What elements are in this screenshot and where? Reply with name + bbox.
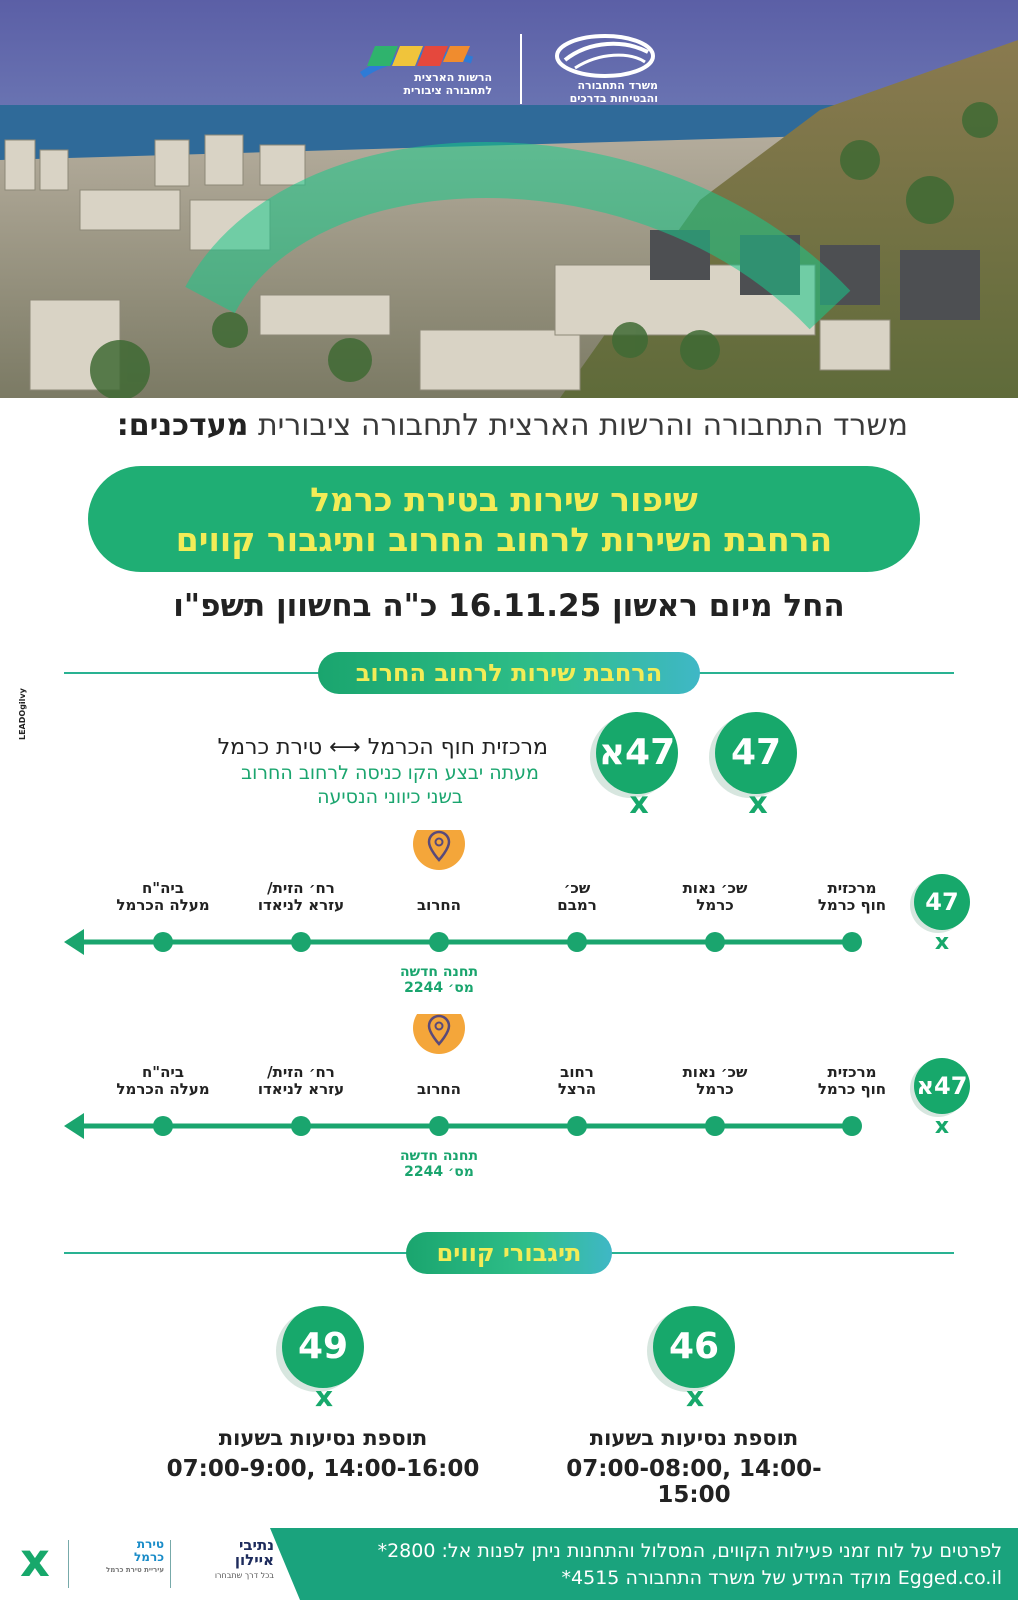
route-badge-47-small: 47 <box>914 874 970 930</box>
stop-dot <box>842 1116 862 1136</box>
egged-logo-icon: x <box>748 786 768 821</box>
egged-logo-icon: x <box>685 1380 705 1413</box>
stop-label: ביה"ח מעלה הכרמל <box>116 879 210 914</box>
stop-dot <box>567 1116 587 1136</box>
stop-dot <box>429 932 449 952</box>
stop-label: שכ׳ נאות כרמל <box>682 1063 748 1098</box>
two-way-arrow-icon: ⟷ <box>329 735 361 760</box>
stop-label: החרוב <box>417 896 461 914</box>
stop-label: מרכזית חוף כרמל <box>817 1063 887 1098</box>
egged-logo-icon: x <box>629 786 649 821</box>
stop-label: שכ׳ רמבם <box>557 879 597 914</box>
stop-label: רח׳ הזית/ עזרא לניאדו <box>257 879 345 914</box>
route-diagram-47 <box>0 830 1018 1000</box>
stop-label: רחוב הרצל <box>557 1063 597 1098</box>
stop-label: שכ׳ נאות כרמל <box>682 879 748 914</box>
stop-dot <box>429 1116 449 1136</box>
hero-photo <box>0 0 1018 398</box>
headline-line-2: הרחבת השירות לרחוב החרוב ותיגבור קווים <box>175 520 833 559</box>
tirat-carmel-logo: טירת כרמל עיריית טירת כרמל <box>105 1537 164 1574</box>
footer-info-line-2: Egged.co.il מוקד המידע של משרד התחבורה 4515* <box>561 1567 1002 1589</box>
reinforcement-49-hours: 07:00-9:00, 14:00-16:00 <box>166 1456 480 1482</box>
route-note-line-2: בשני כיווני הנסיעה <box>317 786 463 808</box>
route-note-line-1: מעתה יבצע הקו כניסה לרחוב החרוב <box>241 762 539 784</box>
ministry-logo-text: משרד התחבורה והבטיחות בדרכים <box>569 79 658 105</box>
route-diagram-47a <box>0 1014 1018 1184</box>
new-stop-note: תחנה חדשה מס׳ 2244 <box>399 964 479 996</box>
stop-dot <box>842 932 862 952</box>
route-badge-47a: 47א <box>596 712 678 794</box>
reinforcement-46-title: תוספת נסיעות בשעות <box>589 1426 799 1450</box>
arrow-left-icon <box>64 929 84 955</box>
egged-logo-icon: x <box>934 1114 950 1139</box>
route-badge-46: 46 <box>653 1306 735 1388</box>
headline-banner <box>88 466 920 572</box>
location-pin-icon <box>413 1014 465 1054</box>
section-title-extension: הרחבת שירות לרחוב החרוב <box>318 652 700 694</box>
agency-credit: LEADOgilvy <box>18 688 27 740</box>
headline-line-1: שיפור שירות בטירת כרמל <box>310 480 698 519</box>
stop-label: החרוב <box>417 1080 461 1098</box>
stop-dot <box>705 932 725 952</box>
stop-dot <box>291 1116 311 1136</box>
page-subtitle: משרד התחבורה והרשות הארצית לתחבורה ציבורית מעדכנים: <box>116 408 908 443</box>
stop-dot <box>153 1116 173 1136</box>
section-title-reinforcement: תיגבורי קווים <box>406 1232 612 1274</box>
egged-logo-icon: x <box>20 1533 50 1587</box>
route-badge-47: 47 <box>715 712 797 794</box>
stop-label: ביה"ח מעלה הכרמל <box>116 1063 210 1098</box>
footer-info-line-1: לפרטים על לוח זמני פעילות הקווים, המסלול והתחנות ניתן לפנות אל: 2800* <box>377 1540 1002 1562</box>
new-stop-note: תחנה חדשה מס׳ 2244 <box>399 1148 479 1180</box>
stop-label: מרכזית חוף כרמל <box>817 879 887 914</box>
footer-logo-divider <box>68 1540 69 1588</box>
route-badge-47a-small: 47א <box>914 1058 970 1114</box>
location-pin-icon <box>413 830 465 870</box>
egged-logo-icon: x <box>314 1380 334 1413</box>
stop-dot <box>705 1116 725 1136</box>
arrow-left-icon <box>64 1113 84 1139</box>
reinforcement-49-title: תוספת נסיעות בשעות <box>218 1426 428 1450</box>
stop-dot <box>153 932 173 952</box>
stop-dot <box>567 932 587 952</box>
stop-label: רח׳ הזית/ עזרא לניאדו <box>257 1063 345 1098</box>
egged-logo-icon: x <box>934 930 950 955</box>
route-badge-49: 49 <box>282 1306 364 1388</box>
route-description: מרכזית חוף הכרמל ⟷ טירת כרמל <box>217 735 548 760</box>
stop-dot <box>291 932 311 952</box>
ayalon-logo: נתיבי איילון בכל דרך שתבחרו <box>214 1536 274 1580</box>
effective-date: החל מיום ראשון 16.11.25 כ"ה בחשוון תשפ"ו <box>173 588 845 624</box>
reinforcement-46-hours: 07:00-08:00, 14:00-15:00 <box>566 1456 822 1508</box>
authority-logo-text: הרשות הארצית לתחבורה ציבורית <box>403 71 492 97</box>
footer-logo-divider <box>170 1540 171 1588</box>
